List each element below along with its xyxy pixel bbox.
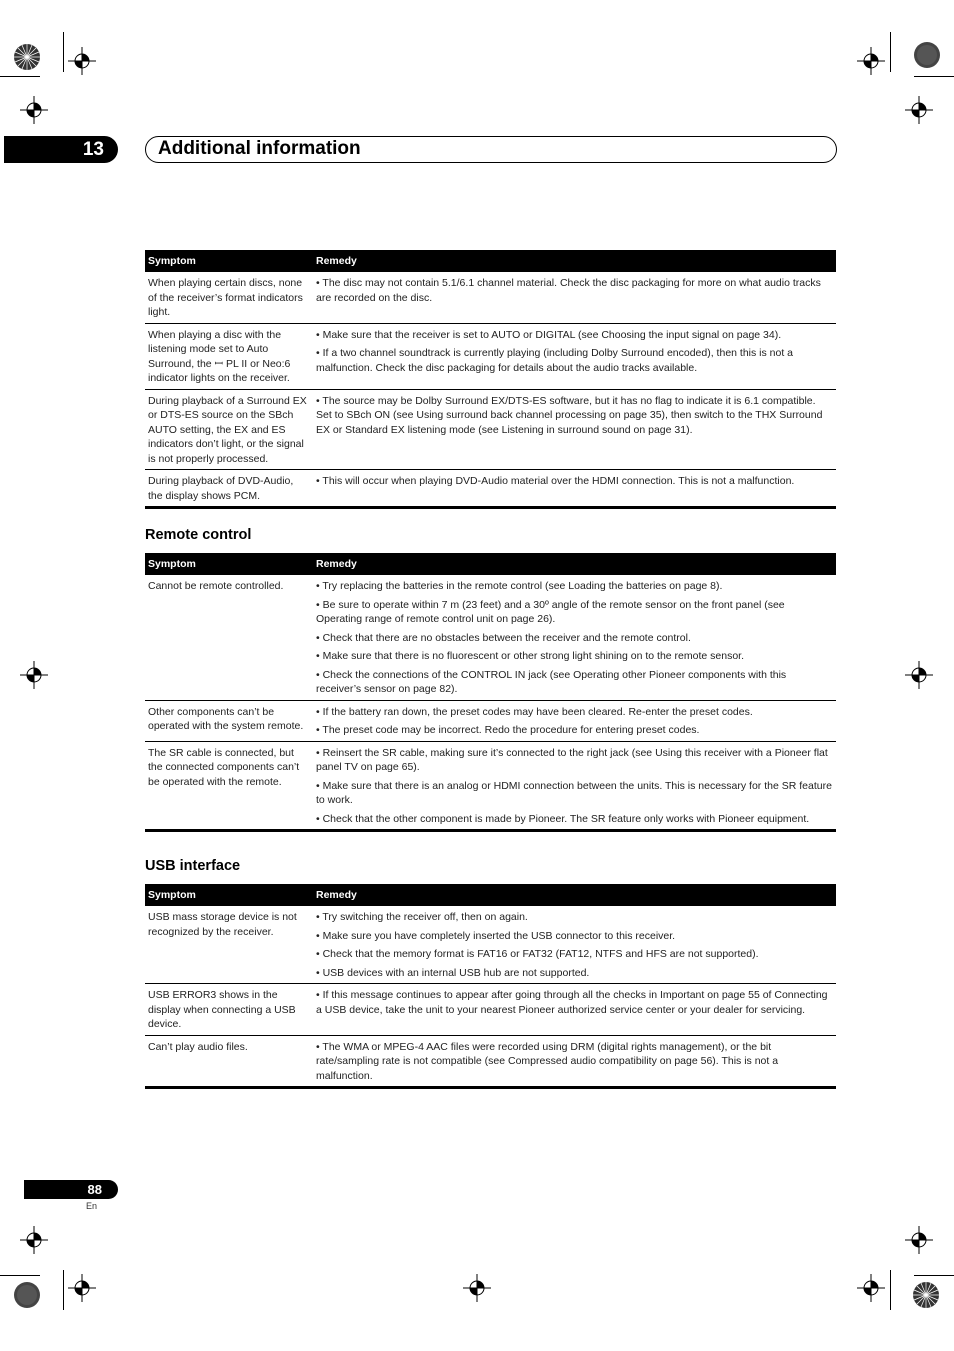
registration-disc-icon [12, 1280, 42, 1310]
remedy-item: • Make sure that there is an analog or HDMI connection between the units. This is necessary for the SR feature to work. [316, 779, 832, 806]
remedy-item: • USB devices with an internal USB hub are not supported. [316, 966, 590, 979]
crosshair-icon [20, 96, 48, 124]
table-row [145, 470, 836, 508]
remedy-header: Remedy [313, 250, 836, 272]
table-row [145, 272, 836, 323]
page-number-tab [24, 1180, 118, 1199]
table-row [145, 323, 836, 389]
symptom-cell: Other components can’t be operated with the system remote. [145, 700, 313, 741]
page-number: 88 [87, 1182, 102, 1197]
remedy-header: Remedy [313, 884, 836, 906]
crosshair-icon [905, 1226, 933, 1254]
remedy-item: • Reinsert the SR cable, making sure it’s connected to the right jack (see Using this receiver with a Pioneer flat panel TV on page 65). [316, 746, 828, 773]
section-heading-usb-interface: USB interface [145, 858, 241, 874]
remedy-item: • Try switching the receiver off, then on again. [316, 911, 528, 923]
remedy-item: • Check the connections of the CONTROL IN jack (see Operating other Pioneer components with this receiver’s sensor on page 82). [316, 668, 787, 695]
chapter-title: Additional information [158, 138, 361, 159]
chapter-number-tab [4, 136, 118, 163]
registration-wheel-icon [911, 1280, 941, 1310]
symptom-cell: During playback of a Surround EX or DTS-ES source on the SBch AUTO setting, the EX and ES indicators don’t light, or the signal is not properly processed. [145, 389, 313, 470]
page-language: En [86, 1201, 98, 1211]
remedy-item: • Be sure to operate within 7 m (23 feet) and a 30º angle of the remote sensor on the front panel (see Operating range of remote control unit on page 26). [316, 598, 785, 625]
remedy-item: • The WMA or MPEG-4 AAC files were recorded using DRM (digital rights management), or the bit rate/sampling rate is not compatible (see Compressed audio compatibility on page 56). This is not a malfunction. [316, 1040, 779, 1082]
table-row [145, 1035, 836, 1088]
table-row [145, 906, 836, 984]
symptom-cell: When playing certain discs, none of the receiver’s format indicators light. [145, 272, 313, 323]
remedy-cell [313, 741, 836, 831]
remedy-item: • If this message continues to appear after going through all the checks in Important on page 55 of Connecting a USB device, take the unit to your nearest Pioneer authorized service center or your dealer for servicing. [316, 989, 828, 1016]
remedy-cell [313, 575, 836, 700]
remedy-item: • This will occur when playing DVD-Audio material over the HDMI connection. This is not a malfunction. [316, 475, 795, 487]
symptom-cell: Cannot be remote controlled. [145, 575, 313, 700]
symptom-cell: The SR cable is connected, but the connected components can’t be operated with the remote. [145, 741, 313, 831]
table-row [145, 575, 836, 700]
remedy-item: • Make sure that there is no fluorescent or other strong light shining on to the remote sensor. [316, 650, 744, 662]
remedy-cell [313, 323, 836, 389]
remedy-cell [313, 470, 836, 508]
crosshair-icon [68, 1274, 96, 1302]
table-row [145, 700, 836, 741]
remedy-header: Remedy [313, 553, 836, 575]
remedy-item: • The disc may not contain 5.1/6.1 channel material. Check the disc packaging for more on what audio tracks are recorded on the disc. [316, 277, 821, 304]
crosshair-icon [905, 661, 933, 689]
symptom-header: Symptom [145, 553, 313, 575]
crosshair-icon [68, 47, 96, 75]
crosshair-icon [857, 47, 885, 75]
table-header-row [145, 250, 836, 272]
chapter-number: 13 [82, 138, 104, 160]
symptom-cell: During playback of DVD-Audio, the display shows PCM. [145, 470, 313, 508]
table-header-row [145, 884, 836, 906]
symptom-header: Symptom [145, 250, 313, 272]
remedy-item: • Try replacing the batteries in the remote control (see Loading the batteries on page 8). [316, 580, 723, 592]
remedy-cell [313, 272, 836, 323]
remedy-item: • Check that there are no obstacles between the receiver and the remote control. [316, 631, 691, 644]
section-heading-remote-control: Remote control [145, 527, 252, 543]
remedy-cell [313, 700, 836, 741]
table-row [145, 984, 836, 1036]
remedy-item: • Check that the other component is made by Pioneer. The SR feature only works with Pioneer equipment. [316, 812, 810, 825]
table-row [145, 389, 836, 470]
remedy-item: • If the battery ran down, the preset codes may have been cleared. Re-enter the preset codes. [316, 705, 753, 718]
remedy-item: • Make sure you have completely inserted the USB connector to this receiver. [316, 929, 676, 942]
registration-wheel-icon [12, 42, 42, 72]
crosshair-icon [463, 1274, 491, 1302]
registration-disc-icon [912, 40, 942, 70]
troubleshooting-table-remote [145, 553, 836, 832]
crosshair-icon [857, 1274, 885, 1302]
remedy-item: • The preset code may be incorrect. Redo the procedure for entering preset codes. [316, 724, 700, 736]
remedy-cell [313, 906, 836, 984]
remedy-cell [313, 984, 836, 1036]
troubleshooting-table-usb [145, 884, 836, 1089]
crosshair-icon [20, 1226, 48, 1254]
remedy-item: • The source may be Dolby Surround EX/DTS-ES software, but it has no flag to indicate it is 6.1 compatible. Set to SBch ON (see Using surround back channel processing on page 35), then switch to the THX Surround EX or Standard EX listening mode (see Listening in surround sound on page 31). [316, 394, 823, 436]
remedy-item: • Check that the memory format is FAT16 or FAT32 (FAT12, NTFS and HFS are not supported). [316, 948, 759, 960]
remedy-item: • If a two channel soundtrack is currently playing (including Dolby Surround encoded), then this is not a malfunction. Check the disc packaging for details about the audio tracks available. [316, 347, 794, 374]
table-header-row [145, 553, 836, 575]
remedy-item: • Make sure that the receiver is set to AUTO or DIGITAL (see Choosing the input signal on page 34). [316, 328, 782, 341]
symptom-cell: USB ERROR3 shows in the display when connecting a USB device. [145, 984, 313, 1036]
symptom-cell: USB mass storage device is not recognized by the receiver. [145, 906, 313, 984]
crosshair-icon [20, 661, 48, 689]
symptom-cell: Can’t play audio files. [145, 1035, 313, 1088]
crosshair-icon [905, 96, 933, 124]
table-row [145, 741, 836, 831]
remedy-cell [313, 389, 836, 470]
symptom-cell: When playing a disc with the listening mode set to Auto Surround, the ꟷ PL II or Neo:6 indicator lights on the receiver. [145, 323, 313, 389]
troubleshooting-table-audio [145, 250, 836, 509]
remedy-cell [313, 1035, 836, 1088]
symptom-header: Symptom [145, 884, 313, 906]
